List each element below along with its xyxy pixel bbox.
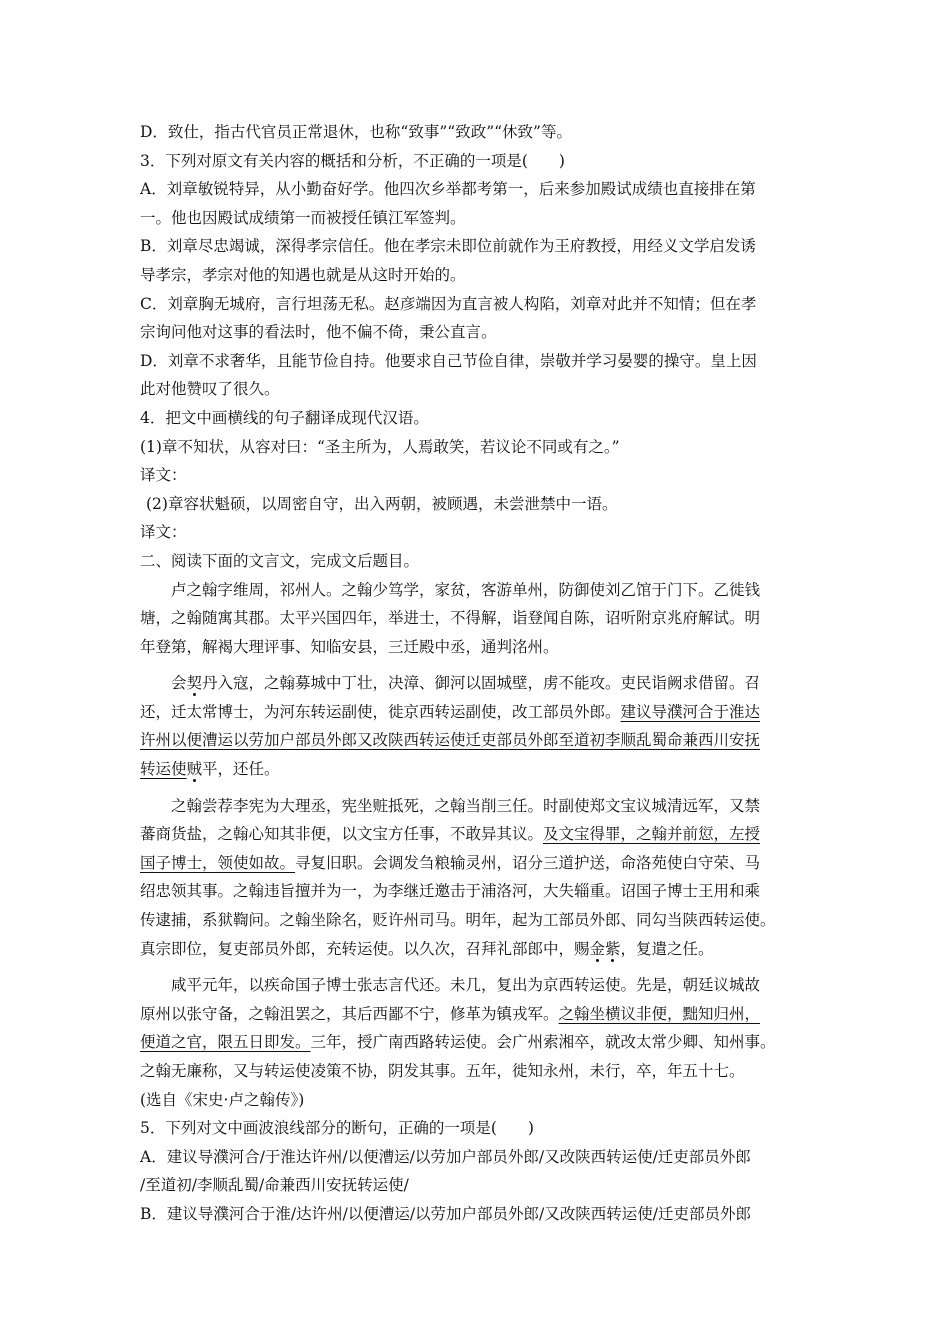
- passage-source: (选自《宋史·卢之翰传》): [140, 1090, 305, 1109]
- passage-p3-line: 绍忠领其事。之翰违旨擅并为一，为李继迁邀击于浦洛河，大失辎重。诏国子博士王用和乘: [140, 882, 761, 901]
- passage-p4-line: 咸平元年，以疾命国子博士张志言代还。未几，复出为京西转运使。先是，朝廷议城故: [171, 976, 761, 995]
- q3-option-b: B．刘章尽忠竭诚，深得孝宗信任。他在孝宗未即位前就作为王府教授，用经义文学启发诱: [140, 237, 756, 256]
- emphasis-dot-char: 贼: [186, 760, 203, 779]
- q5-option-b: B．建议导濮河合于淮/达许州/以便漕运/以劳加户部员外郎/又改陕西转运使/迁吏部员外郎: [140, 1204, 752, 1223]
- emphasis-dot-char: 紫: [605, 939, 621, 958]
- wavy-underlined-text: 许州以便漕运以劳加户部员外郎又改陕西转运使迁吏部员外郎至道初李顺乱蜀命兼西川安抚: [140, 731, 761, 750]
- q3-option-d: D．刘章不求奢华，且能节俭自持。他要求自己节俭自律，崇敬并学习晏婴的操守。皇上因: [140, 351, 757, 370]
- passage-p2-line: 还，迁太常博士，为河东转运副使，徙京西转运副使，改工部员外郎。建议导濮河合于淮达: [140, 702, 761, 721]
- q3-option-c: C．刘章胸无城府，言行坦荡无私。赵彦端因为直言被人构陷，刘章对此并不知情；但在孝: [140, 294, 757, 313]
- q3-option-c-cont: 宗询问他对这事的看法时，他不偏不倚，秉公直言。: [140, 323, 497, 342]
- passage-p1-line: 塘，之翰随寓其郡。太平兴国四年，举进士，不得解，诣登闻自陈，诏听附京兆府解试。明: [140, 609, 761, 628]
- q5-option-a-cont: /至道初/李顺乱蜀/命兼西川安抚转运使/: [140, 1176, 409, 1195]
- q5-stem: 5．下列对文中画波浪线部分的断句，正确的一项是( ): [140, 1119, 534, 1138]
- q5-option-a: A．建议导濮河合/于淮达许州/以便漕运/以劳加户部员外郎/又改陕西转运使/迁吏部员外郎: [140, 1147, 751, 1166]
- wavy-underlined-text: 转运使: [140, 760, 187, 779]
- q3-option-a-cont: 一。他也因殿试成绩第一而被授任镇江军签判。: [140, 208, 466, 227]
- document-page: [140, 118, 820, 1229]
- q4-stem: 4．把文中画横线的句子翻译成现代汉语。: [140, 408, 429, 427]
- passage-p2-line: 转运使贼平，还任。: [140, 760, 280, 779]
- passage-p3-line: 之翰尝荐李宪为大理丞，宪坐赃抵死，之翰当削三任。时副使郑文宝议城清远军，又禁: [171, 796, 761, 815]
- q4-translation-1-label: 译文：: [140, 466, 187, 485]
- q3-option-d-cont: 此对他赞叹了很久。: [140, 380, 280, 399]
- emphasis-dot-char: 契: [186, 674, 203, 693]
- passage-p3-line: 蕃商货盐，之翰心知其非便，以文宝方任事，不敢异其议。及文宝得罪，之翰并前愆，左授: [140, 825, 761, 844]
- underlined-sentence: 便道之官，限五日即发。: [140, 1033, 311, 1052]
- passage-p4-line: 原州以张守备，之翰沮罢之，其后西鄙不宁，修革为镇戎军。之翰坐横议非便，黜知归州，: [140, 1004, 761, 1023]
- emphasis-dot-char: 金: [589, 939, 606, 958]
- passage-p3-line: 传逮捕，系狱鞫问。之翰坐除名，贬许州司马。明年，起为工部员外郎、同勾当陕西转运使。: [140, 911, 776, 930]
- passage-p4-line: 之翰无廉称，又与转运使凌策不协，阴发其事。五年，徙知永州，未行，卒，年五十七。: [140, 1062, 745, 1080]
- underlined-sentence: 及文宝得罪，之翰并前愆，左授: [543, 825, 761, 844]
- passage-p1-line: 年登第，解褐大理评事、知临安县，三迁殿中丞，通判洺州。: [140, 637, 559, 656]
- q2-option-d: D．致仕，指古代官员正常退休，也称“致事”“致政”“休致”等。: [140, 123, 572, 141]
- underlined-sentence: 之翰坐横议非便，黜知归州，: [558, 1004, 761, 1023]
- passage-p3-line: 真宗即位，复吏部员外郎，充转运使。以久次，召拜礼部郎中，赐金紫，复遣之任。: [140, 939, 714, 958]
- wavy-underlined-text: 建议导濮河合于淮达: [620, 702, 761, 721]
- passage-p4-line: 便道之官，限五日即发。三年，授广南西路转运使。会广州索湘卒，就改太常少卿、知州事。: [140, 1033, 776, 1052]
- q4-translation-2-label: 译文：: [140, 523, 187, 542]
- q3-option-b-cont: 导孝宗，孝宗对他的知遇也就是从这时开始的。: [140, 265, 466, 284]
- q4-sentence-2: (2)章容状魁硕，以周密自守，出入两朝，被顾遇，未尝泄禁中一语。: [146, 494, 618, 513]
- q3-stem: 3．下列对原文有关内容的概括和分析，不正确的一项是( ): [140, 151, 565, 170]
- passage-p2-line: [140, 726, 820, 755]
- passage-p2-line: 会契丹入寇，之翰募城中丁壮，决漳、御河以固城壁，虏不能攻。吏民诣阙求借留。召: [171, 674, 761, 693]
- q3-option-a: A．刘章敏锐特异，从小勤奋好学。他四次乡举都考第一，后来参加殿试成绩也直接排在第: [140, 180, 756, 199]
- section-2-heading: 二、阅读下面的文言文，完成文后题目。: [140, 551, 420, 570]
- q4-sentence-1: (1)章不知状，从容对曰：“圣主所为，人焉敢笑，若议论不同或有之。”: [140, 437, 620, 456]
- passage-p1-line: 卢之翰字维周，祁州人。之翰少笃学，家贫，客游单州，防御使刘乙馆于门下。乙徙钱: [171, 580, 761, 599]
- passage-p3-line: 国子博士，领使如故。寻复旧职。会调发刍粮输灵州，诏分三道护送，命洛苑使白守荣、马: [140, 853, 761, 872]
- underlined-sentence: 国子博士，领使如故。: [140, 853, 296, 872]
